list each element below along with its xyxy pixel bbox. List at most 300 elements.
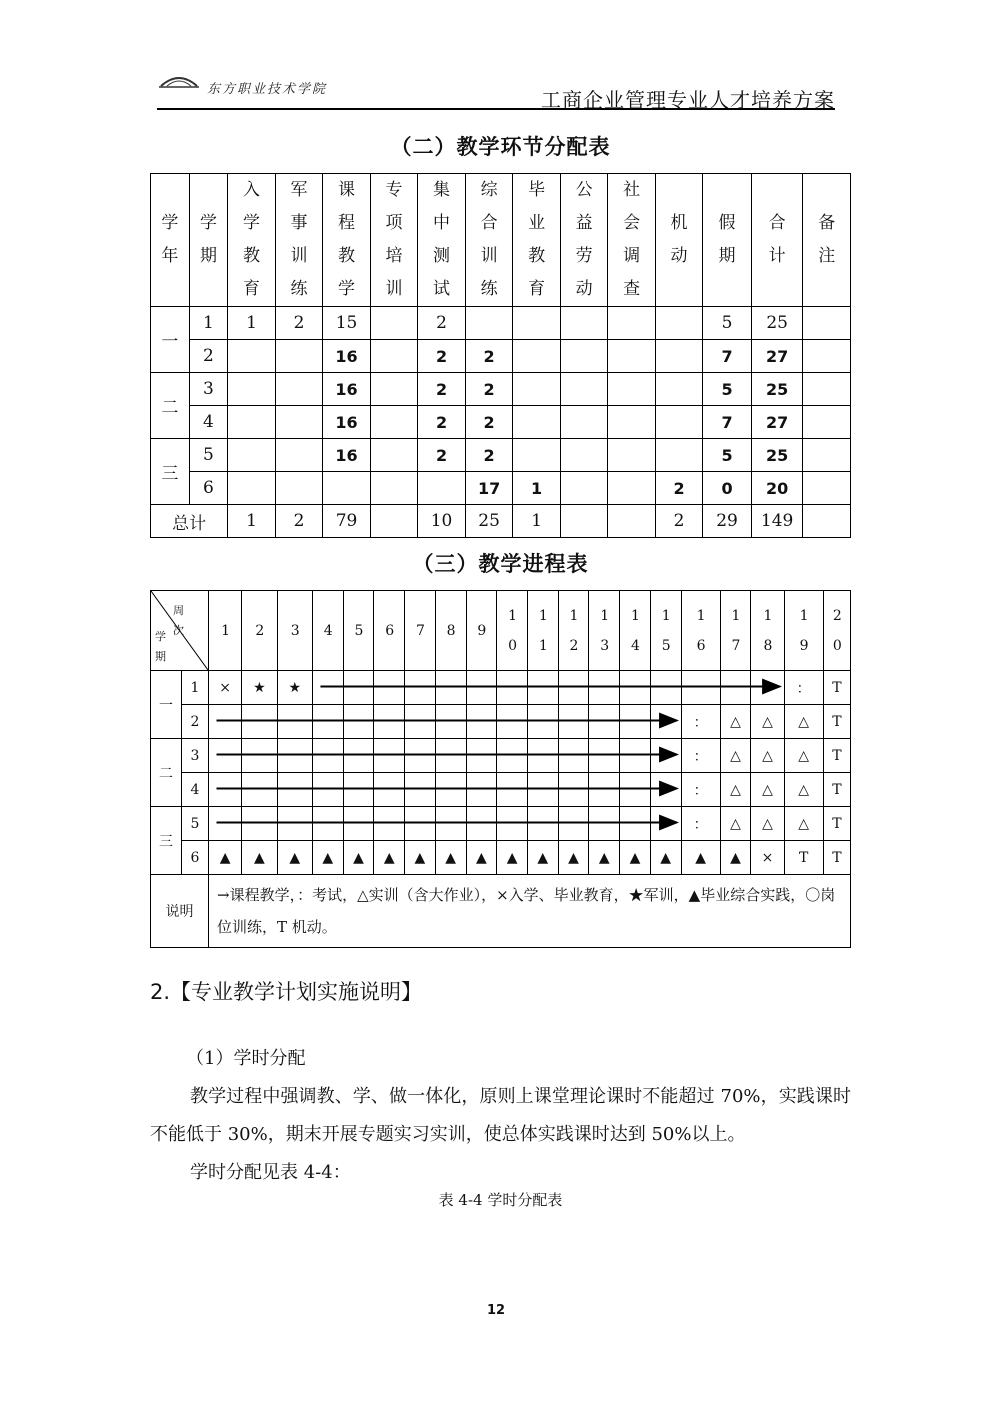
week-cell: ▲ [558,841,589,875]
week-cell [558,807,589,841]
week-label: 8 [446,622,456,639]
school-name-script: 东方职业技术学院 [207,82,328,97]
week-cell [589,739,620,773]
week-cell [312,705,343,739]
term-cell: 5 [182,807,209,841]
week-cell: ： [681,705,720,739]
week-header [823,591,850,671]
week-cell [497,739,528,773]
data-cell: 2 [465,439,513,472]
week-cell: △ [751,705,784,739]
data-cell [228,373,275,406]
week-cell [277,807,312,841]
week-cell [312,807,343,841]
week-cell [209,807,242,841]
week-cell: ： [681,807,720,841]
week-label: 9 [477,622,487,639]
header-cell [323,174,371,307]
year-cell: 三 [151,807,182,875]
header-label: 假期 [718,213,736,266]
week-cell [558,671,589,705]
week-label: 1 [221,622,231,639]
week-cell [751,671,784,705]
week-cell [209,739,242,773]
data-cell [228,340,275,373]
week-cell: △ [751,807,784,841]
week-label: 14 [630,607,640,654]
data-cell: 2 [418,439,466,472]
data-cell [803,406,851,439]
week-cell [374,773,405,807]
total-cell [370,505,417,538]
week-cell: ▲ [650,841,681,875]
week-header [374,591,405,671]
week-label: 16 [696,607,706,654]
data-cell [655,340,702,373]
header-cell [751,174,803,307]
week-cell [242,807,277,841]
week-cell: △ [720,705,751,739]
week-cell [589,773,620,807]
week-header [209,591,242,671]
week-cell [620,807,651,841]
header-label: 合计 [768,213,786,266]
data-cell: 2 [275,307,322,340]
total-cell [608,505,655,538]
week-header [497,591,528,671]
week-label: 19 [799,607,809,654]
data-cell: 2 [465,340,513,373]
week-cell: △ [784,807,823,841]
table2-caption: （三）教学进程表 [412,552,589,576]
week-cell [589,807,620,841]
data-cell: 16 [323,439,371,472]
header-label: 学期 [199,213,217,266]
week-cell [650,807,681,841]
week-cell [527,773,558,807]
week-cell [589,671,620,705]
teaching-allocation-table [150,173,851,538]
data-cell: 5 [703,373,752,406]
week-cell [374,807,405,841]
table1-caption: （二）教学环节分配表 [390,135,611,159]
week-cell [650,739,681,773]
week-cell: ▲ [620,841,651,875]
week-cell [435,671,466,705]
week-cell [343,807,374,841]
week-header [751,591,784,671]
table-row [151,406,851,439]
week-label: 10 [508,607,518,654]
week-cell: ▲ [435,841,466,875]
week-cell: ： [681,739,720,773]
term-cell: 2 [189,340,228,373]
table-row [151,472,851,505]
data-cell [228,406,275,439]
week-cell [720,671,751,705]
week-cell [620,705,651,739]
week-cell: △ [720,773,751,807]
term-cell: 1 [189,307,228,340]
data-cell: 1 [228,307,275,340]
section-heading: 2.【专业教学计划实施说明】 [150,980,423,1004]
week-cell [374,739,405,773]
header-cell [803,174,851,307]
week-cell [312,773,343,807]
week-label: 6 [385,622,395,639]
week-header [720,591,751,671]
week-cell [527,739,558,773]
data-cell [513,307,560,340]
schedule-row [151,671,851,705]
data-cell [370,307,417,340]
data-cell [655,307,702,340]
week-header [277,591,312,671]
data-cell [560,406,607,439]
header-cell [560,174,607,307]
table-row [151,439,851,472]
schedule-row [151,739,851,773]
total-cell: 10 [418,505,466,538]
week-cell [343,773,374,807]
subsection-title: （1）学时分配 [186,1048,306,1069]
header-cell [608,174,655,307]
data-cell [513,373,560,406]
data-cell [803,307,851,340]
week-cell [466,671,497,705]
data-cell [275,472,322,505]
week-cell [209,773,242,807]
term-cell: 2 [182,705,209,739]
data-cell [608,472,655,505]
week-cell: ▲ [242,841,277,875]
school-logo-icon [159,74,199,88]
data-cell [418,472,466,505]
year-cell: 三 [151,439,190,505]
year-cell: 一 [151,671,182,739]
header-label: 公益劳动 [575,180,593,299]
week-cell: T [823,773,850,807]
table-row [151,307,851,340]
data-cell: 0 [703,472,752,505]
week-cell [650,773,681,807]
data-cell [370,340,417,373]
data-cell [275,373,322,406]
week-header [784,591,823,671]
week-cell: △ [720,807,751,841]
week-cell [242,705,277,739]
week-cell [277,739,312,773]
data-cell: 2 [655,472,702,505]
week-cell: × [751,841,784,875]
table-reference: 学时分配见表 4-4： [190,1162,351,1183]
week-cell [435,807,466,841]
data-cell [608,340,655,373]
data-cell: 5 [703,307,752,340]
week-cell: ▲ [209,841,242,875]
week-cell [527,671,558,705]
week-cell [497,671,528,705]
header-cell [151,174,190,307]
total-cell [560,505,607,538]
week-header [558,591,589,671]
week-cell [405,773,436,807]
data-cell [655,439,702,472]
week-cell: △ [784,705,823,739]
data-cell: 2 [465,406,513,439]
total-cell: 149 [751,505,803,538]
data-cell: 7 [703,340,752,373]
data-cell: 25 [751,373,803,406]
week-cell: ▲ [343,841,374,875]
term-cell: 6 [189,472,228,505]
week-label: 20 [832,607,842,654]
week-cell [374,705,405,739]
data-cell: 2 [418,373,466,406]
week-cell [405,671,436,705]
data-cell: 25 [751,307,803,340]
term-cell: 4 [182,773,209,807]
total-cell: 79 [323,505,371,538]
week-cell: ▲ [277,841,312,875]
data-cell: 2 [465,373,513,406]
week-cell [312,739,343,773]
data-cell: 20 [751,472,803,505]
week-label: 4 [323,622,333,639]
year-cell: 二 [151,373,190,439]
data-cell [370,439,417,472]
year-cell: 二 [151,739,182,807]
week-cell [466,773,497,807]
data-cell [228,472,275,505]
data-cell [275,406,322,439]
week-cell: ▲ [527,841,558,875]
header-label: 集中测试 [433,180,451,299]
data-cell: 17 [465,472,513,505]
data-cell [370,472,417,505]
week-header [242,591,277,671]
week-label: 13 [600,607,610,654]
data-cell [513,439,560,472]
data-cell [370,373,417,406]
note-label: 说明 [151,875,209,948]
table-4-4-caption: 表 4-4 学时分配表 [438,1191,563,1209]
header-label: 备注 [818,213,836,266]
week-cell [277,773,312,807]
header-label: 入学教育 [243,180,261,299]
table-row [151,340,851,373]
page-number: 12 [486,1303,506,1318]
week-cell: △ [751,739,784,773]
data-cell [655,406,702,439]
week-cell [209,705,242,739]
week-cell: ▲ [374,841,405,875]
week-cell: △ [784,773,823,807]
week-cell: △ [784,739,823,773]
week-header [466,591,497,671]
week-cell: T [823,705,850,739]
total-cell [803,505,851,538]
header-cell [655,174,702,307]
week-header [435,591,466,671]
data-cell [560,307,607,340]
week-cell: △ [751,773,784,807]
week-cell [527,807,558,841]
week-cell [242,739,277,773]
total-cell: 29 [703,505,752,538]
week-cell [312,671,343,705]
total-cell: 1 [513,505,560,538]
week-cell: ★ [242,671,277,705]
data-cell [513,406,560,439]
header-rule [157,108,835,110]
week-cell [558,705,589,739]
week-header [589,591,620,671]
week-cell [405,807,436,841]
week-cell [497,807,528,841]
header-title: 工商企业管理专业人才培养方案 [541,88,835,112]
week-cell: × [209,671,242,705]
week-cell [620,739,651,773]
header-cell [465,174,513,307]
week-header [650,591,681,671]
data-cell [560,340,607,373]
week-cell: ▲ [466,841,497,875]
week-cell: T [823,807,850,841]
term-cell: 6 [182,841,209,875]
data-cell [370,406,417,439]
week-cell: T [784,841,823,875]
data-cell [608,406,655,439]
header-cell [275,174,322,307]
data-cell [513,340,560,373]
corner-cell [151,591,209,671]
data-cell [608,373,655,406]
week-cell [681,671,720,705]
total-cell: 25 [465,505,513,538]
header-label: 学年 [161,213,179,266]
week-header [620,591,651,671]
week-header [405,591,436,671]
week-cell [466,739,497,773]
term-cell: 3 [182,739,209,773]
header-cell [228,174,275,307]
week-cell: ： [784,671,823,705]
week-cell: T [823,739,850,773]
header-cell [703,174,752,307]
data-cell: 15 [323,307,371,340]
data-cell: 16 [323,406,371,439]
week-cell [558,739,589,773]
week-cell: ▲ [681,841,720,875]
term-cell: 5 [189,439,228,472]
week-cell [405,739,436,773]
week-header [312,591,343,671]
week-cell [650,705,681,739]
header-cell [513,174,560,307]
data-cell: 25 [751,439,803,472]
week-header [343,591,374,671]
total-label: 总计 [151,505,228,538]
week-cell [435,739,466,773]
week-cell [620,671,651,705]
total-cell: 2 [275,505,322,538]
week-cell: △ [720,739,751,773]
data-cell [465,307,513,340]
header-cell [189,174,228,307]
header-label: 课程教学 [338,180,356,299]
term-cell: 1 [182,671,209,705]
week-cell [497,705,528,739]
week-label: 11 [538,607,548,654]
week-cell: T [823,841,850,875]
week-cell [242,773,277,807]
week-header [527,591,558,671]
data-cell [803,340,851,373]
week-label: 17 [731,607,741,654]
week-cell: ▲ [405,841,436,875]
data-cell [228,439,275,472]
week-label: 5 [354,622,364,639]
data-cell: 2 [418,307,466,340]
schedule-row [151,841,851,875]
week-cell: ▲ [720,841,751,875]
week-cell: ： [681,773,720,807]
data-cell [803,472,851,505]
week-cell [343,705,374,739]
week-label: 3 [290,622,300,639]
header-label: 专项培训 [385,180,403,299]
week-cell [589,705,620,739]
total-cell: 2 [655,505,702,538]
week-label: 12 [569,607,579,654]
week-cell [374,671,405,705]
note-text: →课程教学，：考试，△实训（含大作业），×入学、毕业教育，★军训，▲毕业综合实践，〇岗位训练，T 机动。 [209,875,851,948]
week-header [681,591,720,671]
teaching-schedule-table [150,590,851,948]
data-cell: 2 [418,406,466,439]
week-cell [343,739,374,773]
data-cell [655,373,702,406]
week-cell [650,671,681,705]
week-cell [405,705,436,739]
week-cell: ▲ [589,841,620,875]
week-label: 15 [661,607,671,654]
header-label: 军事训练 [290,180,308,299]
schedule-row [151,705,851,739]
data-cell [323,472,371,505]
week-cell [435,705,466,739]
week-cell: T [823,671,850,705]
corner-term-label: 学期 [155,630,166,663]
data-cell: 7 [703,406,752,439]
week-cell: ▲ [312,841,343,875]
data-cell [608,439,655,472]
data-cell [560,373,607,406]
week-cell: ▲ [497,841,528,875]
data-cell [275,439,322,472]
week-cell [620,773,651,807]
note-row [151,875,851,948]
term-cell: 3 [189,373,228,406]
data-cell: 1 [513,472,560,505]
year-cell: 一 [151,307,190,373]
data-cell: 16 [323,340,371,373]
header-label: 社会调查 [623,180,641,299]
data-cell: 5 [703,439,752,472]
week-cell [466,807,497,841]
data-cell: 27 [751,340,803,373]
